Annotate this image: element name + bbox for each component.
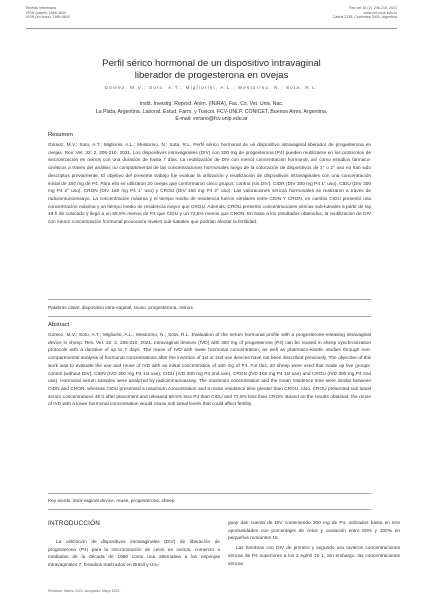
journal-header-left [26,6,70,20]
palabras-clave-text: Palabras clave: dispositivo intra-vaginal, reuso, progesterona, ovinos. [48,306,195,311]
journal-header-right [333,6,397,20]
paper-title [40,58,383,81]
intro-column-left [48,520,220,570]
divider [48,316,371,317]
abstract-text: Gómez, M.V.; Soto, A.T.; Migliorisi, A.L.; Mestorino, N.; Sota, R.L. Evaluation of the serum hormonal profile with a progesterone-releasing intravaginal device in sheep. Rev. Vet. 32: 2, 206-210, 2021. Intravaginal devices (IVD) with 300 mg of progesterone (P4) can be reused in sheep synchronization protocols with a duration of up to 7 days. The reuse of IVD with lower hormonal concentration, as well as pharmaco-kinetic studies through non-compartmental analysis of hormonal concentrations after the insertion of 1st or 2nd use devices have not been described previously. The objective of this work was to evaluate the use and reuse of IVD with an initial concentration of 160 mg of P4. For this, 20 sheep were used that made up five groups: control (without DIV), CIDN (IVD 300 mg P4 1st use), CIDU (IVD 300 mg P4 2nd use), CRON (IVD 160 mg P4 1st use) and CROU (IVD 300 mg P4 2nd use). Hormonal serum samples were analyzed by radioimmunoassay. The maximum concentration and the mean residence time were similar between CIDN and CRON, whereas CIDU presented a maximum concentration and a mean residence time greater than CROU. Also, CROU presented sub luteal serum concentrations 48 h after placement and released 68.5% less P4 than CIDU and 72.5% less than CRON. Based on the results obtained, the reuse of IVD with a lower hormonal concentration would cause sub luteal levels that could affect fertility. [48,333,371,408]
title-line-1: Perfil sérico hormonal de un dispositivo intravaginal [102,58,321,69]
abstract-heading: Abstract [48,322,70,328]
author-list: Gómez, M.V.; Soto, A.T.; Migliorisi, A.L.; Mestorino, N.; Sota, R.L. [104,85,319,90]
affiliation [60,101,363,124]
journal-url: www.vet.unne.edu.ar [363,10,397,15]
divider [48,493,371,494]
issn-print: ISSN (papel): 1668-4834 [26,10,66,15]
palabras-clave [48,305,371,313]
intro-paragraph: La utilización de dispositivos intravaginales (DIV) de liberación de progesterona (P4) para la sincronización de celos en ovinos, comenzó a mediados de la década de 1980 como una alternativa a las esponjas intravaginales 7. Estudios realizados en Brasil y Uru- [48,540,220,569]
journal-address: Cabral 2139, Corrientes 3400, Argentina [332,15,397,20]
resumen-heading: Resumen [48,132,73,138]
header-divider [26,28,397,29]
intro-paragraph-continued: guay dan cuenta de DIV conteniendo 300 mg de P4, utilizados hasta en tres oportunidades con porcentajes de celos y ovulación entre 80% y 100% en pequeños rumiantes 16. [228,521,400,542]
key-words [48,498,371,506]
resumen-text: Gómez, M.V.; Soto, A.T.; Migliorisi, A.L.; Mestorino, N.; Sota, R.L. Perfil sérico hormonal de un dispositivo intravaginal liberador de progesterona en ovejas. Rev. Vet. 32: 2, 206-210, 2021. Los dispositivos intravaginales (DIV) con 300 mg de progesterona (P4) pueden reutilizarse en los protocolos de sincronización en ovinos con una duración de hasta 7 días. La reutilización de DIV con menor concentración hormonal, así como estudios farmaco-cinéticos a través del análisis no compartimental de las concentraciones hormonales luego de la colocación de dispositivos de 1° o 2° uso no han sido descriptos previamente. El objetivo del presente trabajo fue evaluar la utilización y reutilización de dispositivos intravaginales con una concentración inicial de 160 mg de P4. Para ello se utilizaron 20 ovejas que conformaron cinco grupos: control (sin DIV), CIDR (DIV 300 mg P4 1° uso), CIDU (DIV 300 mg P4 2° uso), CRON (DIV 160 mg P4 1° uso) y CROU (DIV 160 mg P4 2° uso). Las valoraciones séricas hormonales se realizaron a través de radioinmunoensayo. La concentración máxima y el tiempo medio de residencia fueron similares entre CIDN Y CRON, en cambio CIDU presentó una concentración máxima y un tiempo medio de residencia mayor que CROU. Además, CROU presentó concentraciones séricas sub-luteales a partir de las 48 h de colocado y llegó a un 68,5% menos de P4 que CIDU y un 72,5% menos que CRON. En base a los resultados obtenidos, la reutilización de DIV con menor concentración hormonal provocaría niveles sub-luteales que podrían afectar la fertilidad. [48,143,371,226]
title-line-2: liberador de progesterona en ovejas [134,69,289,81]
resumen-section [48,132,371,227]
received-date: Recibido: Marzo 2021. Aceptado: Mayo 2021. [48,589,121,593]
journal-name: Revista Veterinaria [26,6,57,10]
divider [48,299,371,300]
issn-online: ISSN (en línea): 1669-6840 [26,15,70,20]
abstract-section [48,322,371,409]
affiliation-line-1: Instit. Investig. Reprod. Anim. (INIRA), Fac. Cs. Vet. Univ. Nac. [139,101,284,107]
intro-paragraph: Las hembras con DIV de primero y segundo uso tuvieron concentraciones séricas de P4 superiores a los 2 ng/ml 10 1. Sin embargo, las concentraciones séricas [228,546,400,567]
key-words-text: Key words: intra-vaginal device, reuse, progesterone, sheep [48,499,175,504]
affiliation-line-2: La Plata, Argentina. Laborat. Estud. Farm. y Toxicol. FCV-UNLP. CONICET, Buenos Aires, Argentina. [95,108,328,115]
divider [48,509,371,510]
intro-heading: INTRODUCCIÓN [48,520,101,527]
citation: Rev vet 32 (2): 206-210, 2021 [349,6,397,10]
contact-email: E-mail: verano@fcv.unlp.edu.ar [175,116,248,123]
intro-column-right [228,520,400,568]
